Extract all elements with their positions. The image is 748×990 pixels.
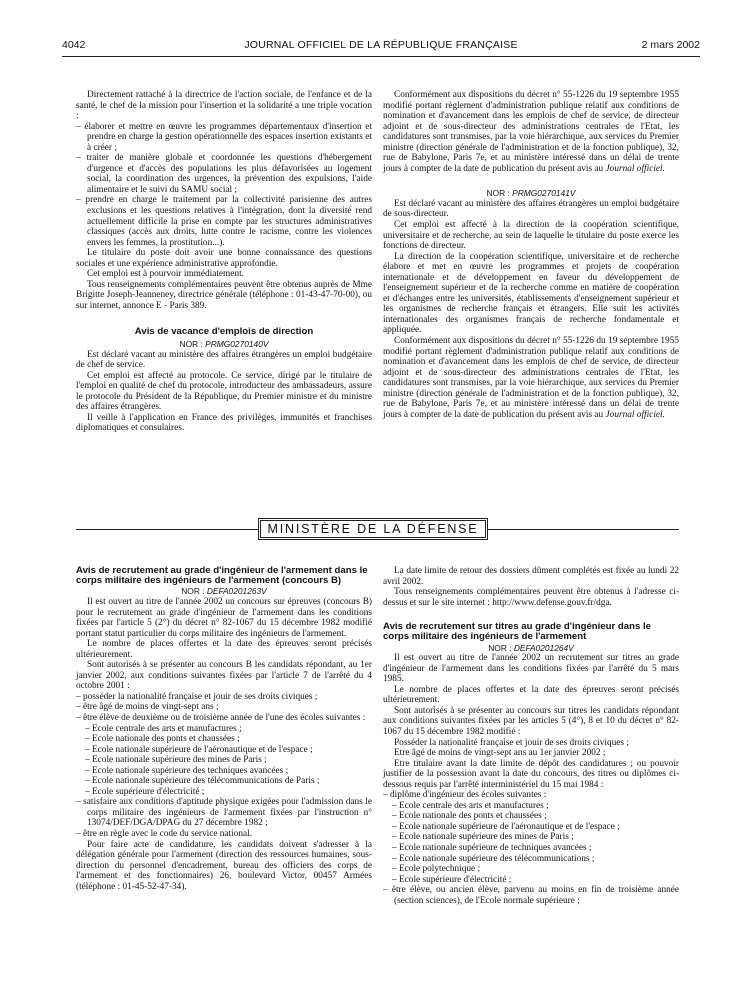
paragraph: Tous renseignements complémentaires peuvent être obtenus à l'adresse ci-dessus et sur le site internet : http://www.defense.gouv.fr/dga. — [383, 587, 679, 608]
list-item: – être âgé de moins de vingt-sept ans ; — [76, 702, 372, 713]
intro-paragraph: Directement rattaché à la directrice de l'action sociale, de l'enfance et de la santé, le chef de la mission pour l'insertion et la solidarité a une triple vocation : — [76, 90, 372, 122]
paragraph: Le titulaire du poste doit avoir une bonne connaissance des questions sociales et une expérience administrative approfondie. — [76, 248, 372, 269]
list-item: – Ecole nationale supérieure de techniques avancées ; — [383, 843, 679, 854]
conditions-list — [76, 692, 372, 840]
nor-code: PRMG0270140V — [205, 338, 269, 349]
list-item: – Ecole centrale des arts et manufactures ; — [76, 724, 372, 735]
paragraph: Sont autorisés à se présenter au concours B les candidats répondant, au 1er janvier 2002, aux conditions suivantes fixées par l'article 7 de l'arrêté du 4 octobre 2001 : — [76, 660, 372, 692]
paragraph: Il veille à l'application en France des privilèges, immunités et franchises diplomatiques et consulaires. — [76, 412, 372, 434]
ministry-title: MINISTÈRE DE LA DÉFENSE — [260, 520, 486, 538]
paragraph: Pour faire acte de candidature, les candidats doivent s'adresser à la délégation générale pour l'armement (direction des ressources humaines, sous-direction du personnel d'encadrement, bureau des officiers des corps de l'armement et des fonctionnaires) 26, boulevard Victor, 00457 Armées (téléphone : 01-45-52-47-34). — [76, 839, 372, 892]
nor-label: NOR : — [486, 188, 510, 199]
section-heading: Avis de recrutement sur titres au grade d'ingénieur dans le corps militaire des ingénieurs de l'armement — [383, 621, 651, 643]
nor-label: NOR : — [179, 338, 203, 349]
list-item: – Ecole nationale supérieure des techniques avancées ; — [76, 766, 372, 777]
ministry-banner — [258, 518, 488, 540]
list-item: – Ecole supérieure d'électricité ; — [383, 875, 679, 886]
list-item: – prendre en charge le traitement par la collectivité parisienne des autres exclusions et les questions relatives à l'intégration, dont la diversité rend actuellement difficile la prise en compte par les structures administratives classiques (accès aux droits, lutte contre le racisme, contre les violences envers les femmes, la prostitution...). — [76, 195, 372, 248]
list-item: – traiter de manière globale et coordonnée les questions d'hébergement d'urgence et d'accès des populations les plus défavorisées au logement social, la coordination des urgences, la prévention des expulsions, l'aide alimentaire et le suivi du SAMU social ; — [76, 153, 372, 195]
list-item: – Ecole nationale supérieure des télécommunications ; — [383, 854, 679, 865]
paragraph: Est déclaré vacant au ministère des affaires étrangères un emploi budgétaire de chef de service. — [76, 349, 372, 371]
nor-code: DEFA0201263V — [206, 586, 267, 597]
list-item: – Ecole nationale supérieure de l'aéronautique et de l'espace ; — [76, 745, 372, 756]
paragraph: Le nombre de places offertes et la date des épreuves seront précisés ultérieurement. — [383, 684, 679, 706]
paragraph: Il est ouvert au titre de l'année 2002 un recrutement sur titres au grade d'ingénieur de l'armement dans les conditions fixées par l'arrêté du 5 mars 1985. — [383, 653, 679, 685]
list-item: – Ecole nationale supérieure de l'aéronautique et de l'espace ; — [383, 822, 679, 833]
paragraph: Sont autorisés à se présenter au concours sur titres les candidats répondant aux conditions suivantes fixées par les articles 5 (4°), 8 et 10 du décret n° 82-1067 du 15 décembre 1982 modifié : — [383, 705, 679, 737]
paragraph: Cet emploi est affecté à la direction de la coopération scientifique, universitaire et de recherche, au sein de laquelle le titulaire du poste exerce les fonctions de directeur. — [383, 220, 679, 252]
nor-label: NOR : — [488, 642, 512, 653]
paragraph: Il est ouvert au titre de l'année 2002 un concours sur épreuves (concours B) pour le recrutement au grade d'ingénieur de l'armement dans les conditions fixées par l'article 5 (2°) du décret n° 82-1067 du 15 décembre 1982 modifié portant statut particulier du corps militaire des ingénieurs de l'armement. — [76, 596, 372, 639]
list-item: – Ecole nationale supérieure des mines de Paris ; — [76, 755, 372, 766]
decree-text: Conformément aux dispositions du décret n° 55-1226 du 19 septembre 1955 modifié portant règlement d'administration publique relatif aux conditions de nomination et d'avancement dans les emplois de chef de service, de directeur adjoint et de sous-directeur des administrations centrales de l'Etat, les candidatures sont transmises, par la voie hiérarchique, aux services du Premier ministre (direction générale de l'administration et de la fonction publique), 32, rue de Babylone, Paris 7e, et au ministère intéressé dans un délai de trente jours à compter de la date de publication du présent avis au — [383, 90, 679, 174]
nor-reference — [383, 188, 679, 199]
nor-code: DEFA0201264V — [513, 642, 574, 653]
list-item: – Ecole nationale supérieure des télécommunications de Paris ; — [76, 776, 372, 787]
page-header — [62, 39, 700, 55]
mission-list — [76, 122, 372, 249]
page-number: 4042 — [62, 39, 86, 51]
top-right-column — [383, 90, 679, 420]
journal-officiel-ref: Journal officiel. — [605, 163, 665, 174]
paragraph: Est déclaré vacant au ministère des affaires étrangères un emploi budgétaire de sous-directeur. — [383, 198, 679, 220]
decree-text: Conformément aux dispositions du décret n° 55-1226 du 19 septembre 1955 modifié portant règlement d'administration publique relatif aux conditions de nomination et d'avancement dans les emplois de chef de service, de directeur adjoint et de sous-directeur des administrations centrales de l'Etat, les candidatures sont transmises, par la voie hiérarchique, aux services du Premier ministre (direction générale de l'administration et de la fonction publique), 32, rue de Babylone, Paris 7e, et au ministère intéressé dans un délai de trente jours à compter de la date de publication du présent avis au — [383, 336, 679, 420]
section-heading: Avis de recrutement au grade d'ingénieur de l'armement dans le corps militaire des ingénieurs de l'armement (concours B) — [76, 565, 368, 587]
paragraph: Posséder la nationalité française et jouir de ses droits civiques ; — [394, 737, 629, 748]
list-item: – être élève, ou ancien élève, parvenu au moins en fin de troisième année (section sciences), de l'Ecole normale supérieure ; — [383, 885, 679, 906]
paragraph: Cet emploi est affecté au protocole. Ce service, dirigé par le titulaire de l'emploi en qualité de chef du protocole, introducteur des ambassadeurs, assure le protocole du Président de la République, du Premier ministre et du ministre des affaires étrangères. — [76, 370, 372, 413]
paragraph: Tous renseignements complémentaires peuvent être obtenus auprès de Mme Brigitte Joseph-Jeanneney, directrice générale (téléphone : 01-43-47-70-00), ou sur internet, annonce E - Paris 389. — [76, 279, 372, 311]
nor-code: PRMG0270141V — [512, 188, 576, 199]
list-item: – Ecole centrale des arts et manufactures ; — [383, 801, 679, 812]
list-item: – Ecole nationale des ponts et chaussées ; — [76, 734, 372, 745]
list-item: – Ecole polytechnique ; — [383, 864, 679, 875]
nor-reference — [76, 586, 372, 597]
paragraph: Le nombre de places offertes et la date des épreuves seront précisés ultérieurement. — [76, 639, 372, 660]
section-heading: Avis de vacance d'emplois de direction — [134, 326, 314, 338]
banner-rule-right — [488, 529, 679, 530]
nor-reference — [76, 339, 372, 350]
list-item: – Ecole supérieure d'électricité ; — [76, 787, 372, 798]
paragraph: La date limite de retour des dossiers dûment complétés est fixée au lundi 22 avril 2002. — [383, 566, 679, 587]
bottom-right-column — [383, 566, 679, 906]
list-item: – élaborer et mettre en œuvre les programmes départementaux d'insertion et prendre en charge la gestion opérationnelle des espaces insertion existants et à créer ; — [76, 122, 372, 154]
issue-date: 2 mars 2002 — [641, 39, 700, 51]
paragraph: Etre titulaire avant la date limite de dépôt des candidatures ; ou pouvoir justifier de la possession avant la date du concours, des titres ou diplômes ci-dessous requis par l'arrêté interministériel du 15 mai 1984 : — [383, 758, 679, 790]
journal-title: JOURNAL OFFICIEL DE LA RÉPUBLIQUE FRANÇAISE — [244, 39, 518, 51]
paragraph: Etre âgé de moins de vingt-sept ans au 1er janvier 2002 ; — [394, 748, 606, 759]
list-item: – Ecole nationale supérieure des mines de Paris ; — [383, 832, 679, 843]
paragraph: Cet emploi est à pourvoir immédiatement. — [87, 269, 244, 280]
nor-label: NOR : — [181, 586, 205, 597]
journal-officiel-ref: Journal officiel. — [605, 409, 665, 420]
list-item: – être élève de deuxième ou de troisième année de l'une des écoles suivantes : — [76, 713, 372, 724]
header-rule — [62, 56, 700, 57]
banner-rule-left — [76, 529, 258, 530]
paragraph: La direction de la coopération scientifique, universitaire et de recherche élabore et met en œuvre les programmes et projets de coopération internationale et de développement en faveur du développement de l'enseignement supérieur et de la recherche comme en matière de coopération et d'échanges entre les universités, établissements d'enseignement supérieur et les organismes de recherche français et étrangers. Elle suit les activités internationales des organismes français de recherche fondamentale et appliquée. — [383, 251, 679, 336]
top-left-column — [76, 90, 372, 434]
nor-reference — [383, 643, 679, 654]
diploma-list — [383, 790, 679, 906]
list-item: – diplôme d'ingénieur des écoles suivantes : — [383, 790, 679, 801]
paragraph — [383, 90, 679, 174]
list-item: – satisfaire aux conditions d'aptitude physique exigées pour l'admission dans le corps militaire des ingénieurs de l'armement fixées par l'instruction n° 13074/DEF/DGA/DPAG du 27 décembre 1982 ; — [76, 797, 372, 829]
list-item: – Ecole nationale des ponts et chaussées ; — [383, 811, 679, 822]
list-item: – être en règle avec le code du service national. — [76, 829, 372, 840]
bottom-left-column — [76, 566, 372, 892]
list-item: – posséder la nationalité française et jouir de ses droits civiques ; — [76, 692, 372, 703]
paragraph — [383, 336, 679, 420]
